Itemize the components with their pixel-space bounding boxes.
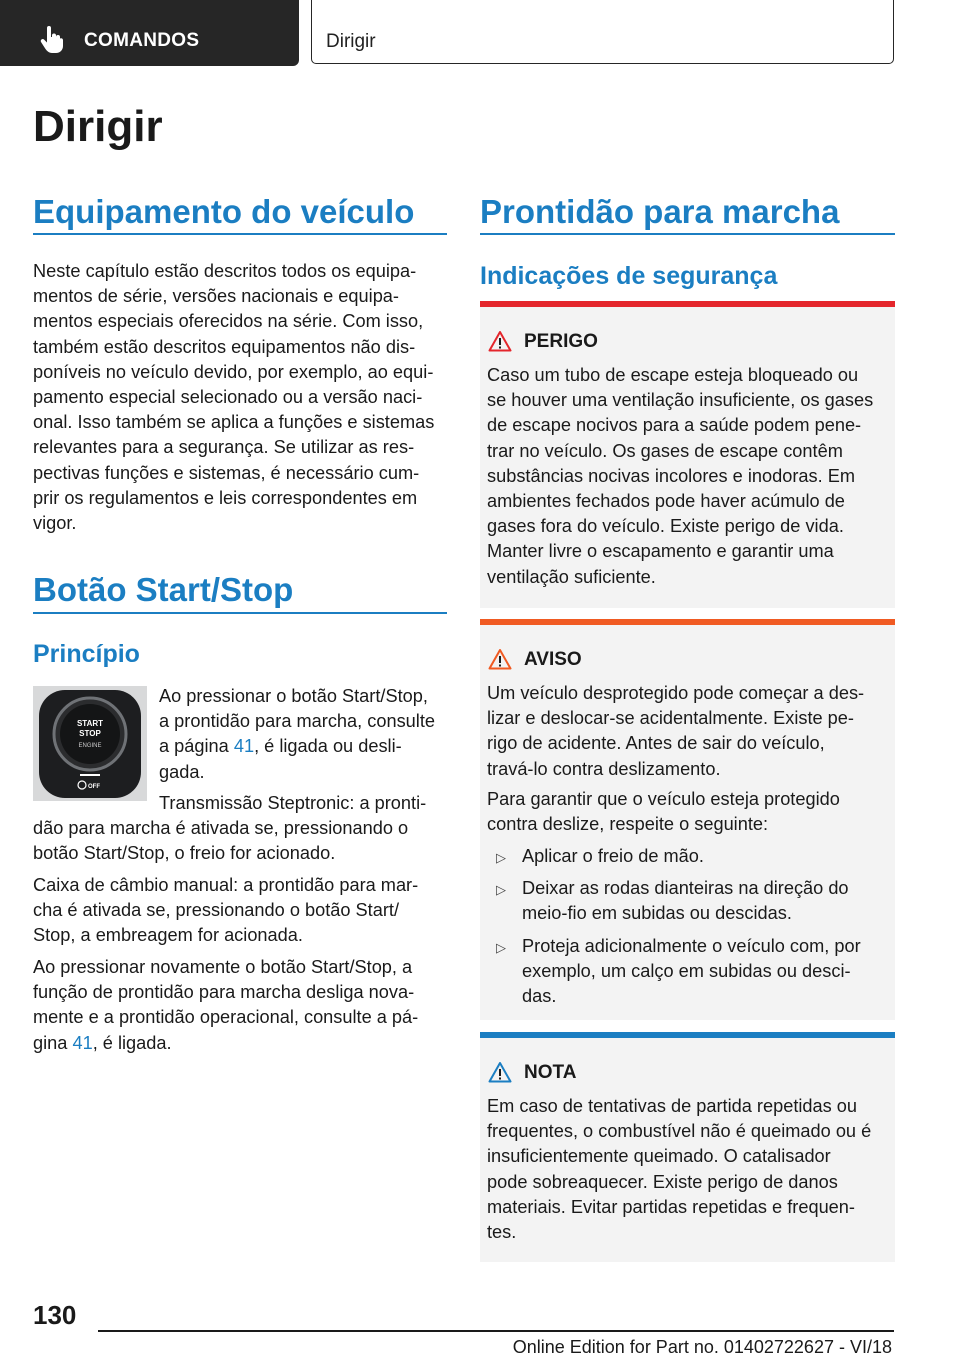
paragraph-equipamento	[33, 259, 453, 536]
notice-aviso	[480, 619, 895, 1020]
pointing-hand-icon	[40, 26, 64, 54]
bullet-triangle-icon: ▷	[496, 882, 506, 898]
heading-equipamento: Equipamento do veículo	[33, 193, 415, 230]
text-line: relevantes para a segurança. Se utilizar as res-	[33, 437, 415, 458]
text-line: se houver uma ventilação insuficiente, os gases	[487, 390, 874, 411]
text-line: dão para marcha é ativada se, pressionando o	[33, 818, 409, 839]
page-link-41[interactable]: 41	[233, 736, 255, 757]
start-stop-button-image	[33, 686, 147, 801]
text-line: Em caso de tentativas de partida repetidas ou	[487, 1096, 858, 1116]
bullet-triangle-icon: ▷	[496, 939, 506, 955]
page-number: 130	[33, 1300, 77, 1330]
button-label-engine: ENGINE	[78, 743, 102, 749]
text-line: cha é ativada se, pressionando o botão Start/	[33, 900, 400, 921]
notice-perigo	[480, 301, 895, 608]
heading-principio: Princípio	[33, 640, 140, 668]
button-label-stop: STOP	[79, 729, 101, 738]
page-title: Dirigir	[33, 102, 163, 151]
paragraph-principio-4: Ao pressionar novamente o botão Start/Stop, a função de prontidão para marcha desliga nova- mente e a prontidão operacional, consulte a pá- gina 41, é ligada.	[33, 957, 419, 1053]
text-line: Manter livre o escapamento e garantir uma	[487, 541, 834, 562]
text-line: substâncias nocivas incolores e inodoras. Em	[487, 465, 855, 486]
text-line: Caso um tubo de escape esteja bloqueado ou	[487, 365, 859, 385]
text-line: Aplicar o freio de mão.	[522, 846, 704, 866]
text-line: prir os regulamentos e leis correspondentes em	[33, 487, 418, 508]
text-line: Neste capítulo estão descritos todos os equipa-	[33, 261, 417, 281]
paragraph-principio-2	[33, 791, 453, 867]
text-line: pamento especial selecionado ou a versão naci-	[33, 387, 423, 408]
text-line: travá-lo contra deslizamento.	[487, 758, 721, 779]
notice-title: PERIGO	[524, 331, 598, 352]
heading-rule	[33, 612, 447, 614]
text-line: lizar e deslocar-se acidentalmente. Existe pe-	[487, 708, 854, 729]
notice-body	[487, 681, 889, 782]
section-tab	[0, 0, 299, 66]
chapter-tab	[311, 0, 894, 64]
list-item	[487, 934, 889, 1010]
text-line: Stop, a embreagem for acionada.	[33, 925, 303, 946]
text-line: frequentes, o combustível não é queimado ou é	[487, 1121, 872, 1142]
heading-rule	[480, 233, 895, 235]
text-line: Deixar as rodas dianteiras na direção do	[522, 878, 849, 899]
text-line: onal. Isso também se aplica a funções e sistemas	[33, 412, 435, 433]
text-line: tes.	[487, 1222, 517, 1243]
footer-rule	[98, 1330, 894, 1332]
text-line: Proteja adicionalmente o veículo com, por	[522, 935, 861, 956]
warning-triangle-icon	[488, 1061, 512, 1083]
text-line: Transmissão Steptronic: a pronti-	[159, 793, 427, 813]
notice-body	[487, 787, 889, 837]
page-link-41[interactable]: 41	[72, 1032, 93, 1053]
button-label-off: OFF	[88, 784, 100, 790]
text-line: exemplo, um calço em subidas ou desci-	[522, 960, 851, 981]
text-line: mentos especiais oferecidos na série. Com isso,	[33, 311, 424, 332]
heading-rule	[33, 233, 447, 235]
text-line: pectivas funções e sistemas, é necessário cum-	[33, 462, 420, 483]
footer-edition: Online Edition for Part no. 01402722627 - VI/18	[512, 1337, 892, 1357]
notice-title: AVISO	[524, 649, 582, 670]
text-line: gases fora do veículo. Existe perigo de vida.	[487, 516, 844, 537]
text-line: trar no veículo. Os gases de escape contêm	[487, 440, 843, 461]
text-line: contra deslize, respeite o seguinte:	[487, 814, 769, 835]
notice-bar	[480, 619, 895, 625]
notice-body	[487, 1094, 889, 1245]
paragraph-principio-1: Ao pressionar o botão Start/Stop, a prontidão para marcha, consulte a página 41, é ligada ou desli- gada.	[159, 686, 436, 782]
warning-triangle-icon	[488, 648, 512, 670]
notice-title: NOTA	[524, 1062, 577, 1083]
text-line: poníveis no veículo devido, por exemplo, ao equi-	[33, 361, 434, 382]
text-line: meio-fio em subidas ou descidas.	[522, 903, 792, 924]
heading-prontidao: Prontidão para marcha	[480, 193, 840, 230]
list-item	[487, 876, 889, 926]
text-line: de escape nocivos para a saúde podem pene-	[487, 415, 862, 436]
notice-bar	[480, 1032, 895, 1038]
text-line: mentos de série, versões nacionais e equipa-	[33, 286, 399, 307]
button-label-start: START	[76, 719, 104, 728]
warning-triangle-icon	[488, 330, 512, 352]
text-line: rigo de acidente. Antes de sair do veículo,	[487, 733, 825, 754]
text-line: Um veículo desprotegido pode começar a des-	[487, 683, 865, 703]
text-line: botão Start/Stop, o freio for acionado.	[33, 843, 336, 864]
heading-botao-start-stop: Botão Start/Stop	[33, 571, 294, 608]
paragraph-principio-3	[33, 873, 453, 949]
section-tab-label: COMANDOS	[84, 30, 200, 51]
text-line: ambientes fechados pode haver acúmulo de	[487, 491, 845, 512]
text-line: também estão descritos equipamentos não dis-	[33, 336, 416, 357]
chapter-tab-label: Dirigir	[326, 31, 376, 52]
notice-nota	[480, 1032, 895, 1262]
bullet-triangle-icon: ▷	[496, 850, 506, 865]
text-line: vigor.	[33, 513, 77, 534]
text-line: das.	[522, 986, 557, 1007]
list-item	[487, 844, 889, 869]
text-line: pode sobreaquecer. Existe perigo de danos	[487, 1171, 838, 1192]
text-line: insuficientemente queimado. O catalisador	[487, 1146, 831, 1167]
text-line: ventilação suficiente.	[487, 566, 656, 587]
text-line: Para garantir que o veículo esteja protegido	[487, 789, 840, 809]
notice-list	[487, 844, 889, 1016]
notice-body	[487, 363, 889, 590]
text-line: materiais. Evitar partidas repetidas e frequen-	[487, 1196, 855, 1217]
text-line: Caixa de câmbio manual: a prontidão para mar-	[33, 875, 419, 895]
notice-bar	[480, 301, 895, 307]
heading-indicacoes: Indicações de segurança	[480, 262, 778, 290]
